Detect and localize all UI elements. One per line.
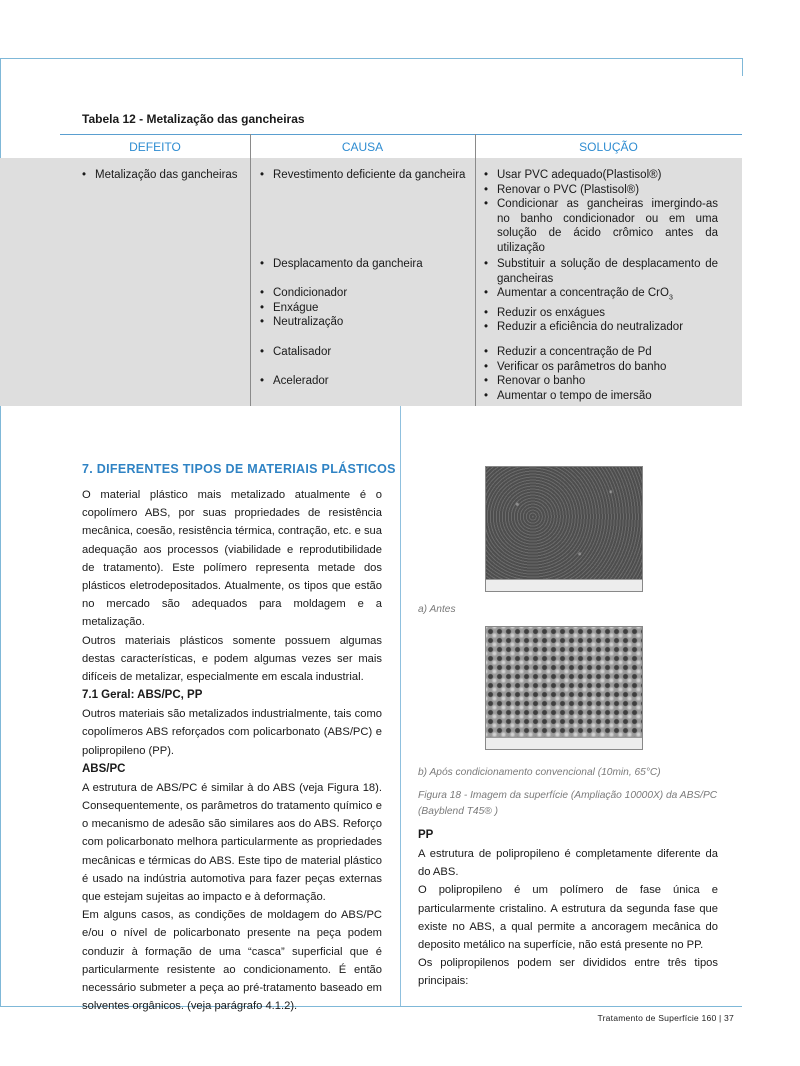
- micrograph-after: [485, 626, 643, 750]
- causa-group-2: [260, 257, 470, 272]
- solucao-group-5: [484, 374, 718, 403]
- causa-item: • Desplacamento da gancheira: [260, 257, 470, 272]
- solucao-item: [484, 286, 718, 306]
- page-footer: Tratamento de Superfície 160 | 37: [597, 1013, 734, 1023]
- paragraph: A estrutura de ABS/PC é similar à do ABS (veja Figura 18). Consequentemente, os parâmetros do tratamento químico e o mecanismo de adesão são similares aos do ABS. Reforço com policarbonato melhora particularmente as propriedades mecânicas e térmicas do ABS. Este tipo de material plástico é usado na indústria automotiva para fazer peças externas que estejam sujeitas ao impacto e à deformação.: [82, 781, 382, 904]
- causa-group-3: [260, 286, 470, 330]
- defeito-cell: [82, 168, 242, 183]
- section-title: 7. DIFERENTES TIPOS DE MATERIAIS PLÁSTICOS: [82, 462, 396, 476]
- solucao-item: • Condicionar as gancheiras imergindo-as no banho condicionador ou em uma solução de ácido crômico antes da utilização: [484, 197, 718, 255]
- paragraph: A estrutura de polipropileno é completamente diferente da do ABS.: [418, 848, 718, 879]
- table-column-divider-2: [475, 134, 476, 406]
- paragraph: Em alguns casos, as condições de moldagem do ABS/PC e/ou o nível de policarbonato presente na peça podem conduzir à formação de uma “casca” superficial que é particularmente resistente ao condicionamento. É então necessário submeter a peça ao pré-tratamento baseado em solventes orgânicos. (veja parágrafo 4.1.2).: [82, 909, 382, 1013]
- causa-group-4: [260, 345, 470, 360]
- causa-item: • Revestimento deficiente da gancheira: [260, 168, 470, 183]
- table-title: Tabela 12 - Metalização das gancheiras: [82, 112, 305, 126]
- solucao-item: • Reduzir os enxágues: [484, 306, 718, 321]
- paragraph: O polipropileno é um polímero de fase única e particularmente cristalino. A estrutura da segunda fase que existe no ABS, a qual permite a ancoragem mecânica do deposito metálico na superfície, não está presente no PP.: [418, 884, 718, 952]
- caption-after: b) Após condicionamento convencional (10min, 65°C): [418, 767, 661, 778]
- solucao-group-4: [484, 345, 718, 374]
- caption-before: a) Antes: [418, 604, 456, 615]
- subsection-heading: ABS/PC: [82, 762, 126, 775]
- micrograph-info-bar: [486, 579, 642, 591]
- paragraph: O material plástico mais metalizado atualmente é o copolímero ABS, por suas propriedades de resistência mecânica, coesão, resistência térmica, contração, etc. e sua adequação aos processos (viabilidade e reprodutibilidade de tratamento). Este polímero representa metade dos plásticos eletrodepositados. Atualmente, os tipos que estão no mercado são adequados para moldagem e a metalização.: [82, 489, 382, 629]
- subsection-heading: 7.1 Geral: ABS/PC, PP: [82, 689, 203, 702]
- column-divider: [400, 406, 401, 1006]
- solucao-cro-text: Aumentar a concentração de CrO: [497, 287, 669, 299]
- cro-subscript: 3: [668, 294, 673, 302]
- causa-group-1: [260, 168, 470, 183]
- causa-item: • Neutralização: [260, 315, 470, 330]
- solucao-item: • Verificar os parâmetros do banho: [484, 360, 718, 375]
- causa-group-5: [260, 374, 470, 389]
- causa-item: • Acelerador: [260, 374, 470, 389]
- table-column-divider-1: [250, 134, 251, 406]
- frame-top-line: [0, 58, 742, 59]
- causa-item: • Condicionador: [260, 286, 470, 301]
- frame-right-line: [742, 58, 743, 76]
- micrograph-before: [485, 466, 643, 592]
- solucao-group-2: [484, 257, 718, 286]
- paragraph: Outros materiais plásticos somente possuem algumas destas características, e podem algumas vezes ser mais difíceis de metalizar, especialmente em escala industrial.: [82, 634, 382, 684]
- solucao-item: • Aumentar o tempo de imersão: [484, 389, 718, 404]
- solucao-item: • Renovar o banho: [484, 374, 718, 389]
- defeito-item: • Metalização das gancheiras: [82, 168, 242, 183]
- header-defeito: DEFEITO: [129, 140, 181, 154]
- solucao-item: • Renovar o PVC (Plastisol®): [484, 183, 718, 198]
- right-column-text: [418, 826, 718, 991]
- solucao-group-1: [484, 168, 718, 256]
- table-header-row: [60, 134, 742, 158]
- pp-heading: PP: [418, 829, 434, 841]
- solucao-item: • Reduzir a eficiência do neutralizador: [484, 320, 718, 335]
- causa-item: • Catalisador: [260, 345, 470, 360]
- paragraph: Outros materiais são metalizados industrialmente, tais como copolímeros ABS reforçados com policarbonato (ABS/PC) e polipropileno (PP).: [82, 708, 382, 757]
- solucao-item: • Reduzir a concentração de Pd: [484, 345, 718, 360]
- solucao-item: • Substituir a solução de desplacamento de gancheiras: [484, 257, 718, 286]
- micrograph-info-bar: [486, 737, 642, 749]
- solucao-group-3: [484, 286, 718, 335]
- figure-caption: Figura 18 - Imagem da superfície (Ampliação 10000X) da ABS/PC (Bayblend T45® ): [418, 790, 718, 817]
- left-column-text: [82, 486, 382, 1015]
- solucao-item: • Usar PVC adequado(Plastisol®): [484, 168, 718, 183]
- causa-item: • Enxágue: [260, 301, 470, 316]
- header-solucao: SOLUÇÃO: [579, 140, 638, 154]
- paragraph: Os polipropilenos podem ser divididos entre três tipos principais:: [418, 957, 718, 988]
- header-causa: CAUSA: [341, 140, 384, 154]
